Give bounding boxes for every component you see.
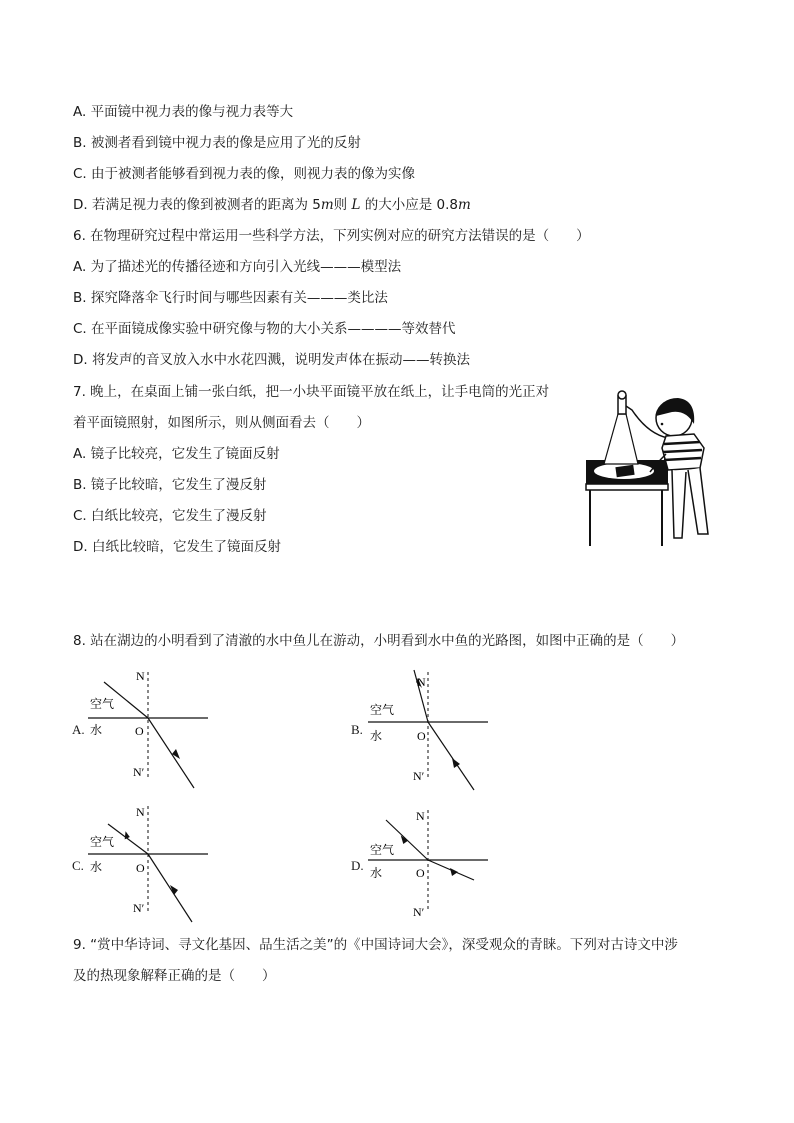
label-n: N xyxy=(136,669,145,683)
label-air: 空气 xyxy=(370,843,395,857)
q6-option-a: A. 为了描述光的传播径迹和方向引入光线———模型法 xyxy=(73,259,402,275)
label-water: 水 xyxy=(370,866,383,880)
label-o: O xyxy=(417,729,426,743)
label-n: N xyxy=(416,809,425,823)
q6-option-b: B. 探究降落伞飞行时间与哪些因素有关———类比法 xyxy=(73,290,388,306)
q9-stem-line2: 及的热现象解释正确的是（ ） xyxy=(73,968,276,984)
q5-option-d-unit1: m xyxy=(320,197,334,213)
q8-label-b: B. xyxy=(351,722,363,737)
label-n-prime: N′ xyxy=(133,901,145,915)
leg-left xyxy=(672,470,686,538)
q8-diagram-c xyxy=(86,802,216,930)
q7-illustration-svg xyxy=(582,388,722,548)
eye xyxy=(661,423,664,426)
q8-diagram-d xyxy=(366,802,496,930)
q8-diagram-b xyxy=(366,668,496,796)
label-n: N xyxy=(417,675,426,689)
q8-diagram-a-svg xyxy=(86,668,216,796)
label-air: 空气 xyxy=(370,703,395,717)
q7-illustration xyxy=(582,388,722,548)
label-water: 水 xyxy=(90,723,103,737)
q8-diagram-c-svg xyxy=(86,802,216,930)
label-air: 空气 xyxy=(90,697,115,711)
q7-stem-line1: 7. 晚上，在桌面上铺一张白纸，把一小块平面镜平放在纸上，让手电筒的光正对 xyxy=(73,384,550,400)
light-cone xyxy=(604,414,638,464)
ray-water xyxy=(148,854,192,922)
q6-option-c: C. 在平面镜成像实验中研究像与物的大小关系————等效替代 xyxy=(73,321,456,337)
q8-label-c: C. xyxy=(72,858,84,873)
q8-label-a: A. xyxy=(72,722,85,737)
label-water: 水 xyxy=(90,860,103,874)
label-n-prime: N′ xyxy=(133,765,145,779)
q5-option-d-text2: 则 xyxy=(333,197,352,213)
q5-option-d-text1: D. 若满足视力表的像到被测者的距离为 5 xyxy=(73,197,321,213)
q9-stem-line1: 9. “赏中华诗词、寻文化基因、品生活之美”的《中国诗词大会》，深受观众的青睐。下列对古诗文中涉 xyxy=(73,937,678,953)
q5-option-d xyxy=(73,196,471,214)
ray-water xyxy=(428,722,474,790)
arrow-icon xyxy=(172,749,180,759)
q5-option-d-var-l: L xyxy=(351,197,361,213)
label-n-prime: N′ xyxy=(413,905,425,919)
label-air: 空气 xyxy=(90,835,115,849)
label-n-prime: N′ xyxy=(413,769,425,783)
hand xyxy=(618,391,626,399)
ray-water xyxy=(148,718,194,788)
label-o: O xyxy=(136,861,145,875)
arrow-icon xyxy=(450,868,458,876)
q7-stem-line2: 着平面镜照射，如图所示，则从侧面看去（ ） xyxy=(73,415,370,431)
q8-diagram-a xyxy=(86,668,216,796)
label-n: N xyxy=(136,805,145,819)
q6-stem: 6. 在物理研究过程中常运用一些科学方法，下列实例对应的研究方法错误的是（ ） xyxy=(73,228,590,244)
q5-option-a: A. 平面镜中视力表的像与视力表等大 xyxy=(73,104,294,120)
q7-option-b: B. 镜子比较暗，它发生了漫反射 xyxy=(73,477,267,493)
q5-option-c: C. 由于被测者能够看到视力表的像，则视力表的像为实像 xyxy=(73,166,416,182)
q8-label-d: D. xyxy=(351,858,364,873)
q8-stem: 8. 站在湖边的小明看到了清澈的水中鱼儿在游动，小明看到水中鱼的光路图，如图中正确的是（ ） xyxy=(73,633,685,649)
q8-diagram-b-svg xyxy=(366,668,496,796)
q5-option-d-unit2: m xyxy=(458,197,471,213)
label-o: O xyxy=(135,724,144,738)
q7-option-a: A. 镜子比较亮，它发生了镜面反射 xyxy=(73,446,280,462)
label-water: 水 xyxy=(370,729,383,743)
table-edge xyxy=(586,484,668,490)
q7-option-c: C. 白纸比较亮，它发生了漫反射 xyxy=(73,508,267,524)
q5-option-d-text3: 的大小应是 0.8 xyxy=(360,197,458,213)
q5-option-b: B. 被测者看到镜中视力表的像是应用了光的反射 xyxy=(73,135,361,151)
label-o: O xyxy=(416,866,425,880)
q6-option-d: D. 将发声的音叉放入水中水花四溅，说明发声体在振动——转换法 xyxy=(73,352,470,368)
q7-option-d: D. 白纸比较暗，它发生了镜面反射 xyxy=(73,539,281,555)
leg-right xyxy=(688,468,708,534)
q8-diagram-d-svg xyxy=(366,802,496,930)
